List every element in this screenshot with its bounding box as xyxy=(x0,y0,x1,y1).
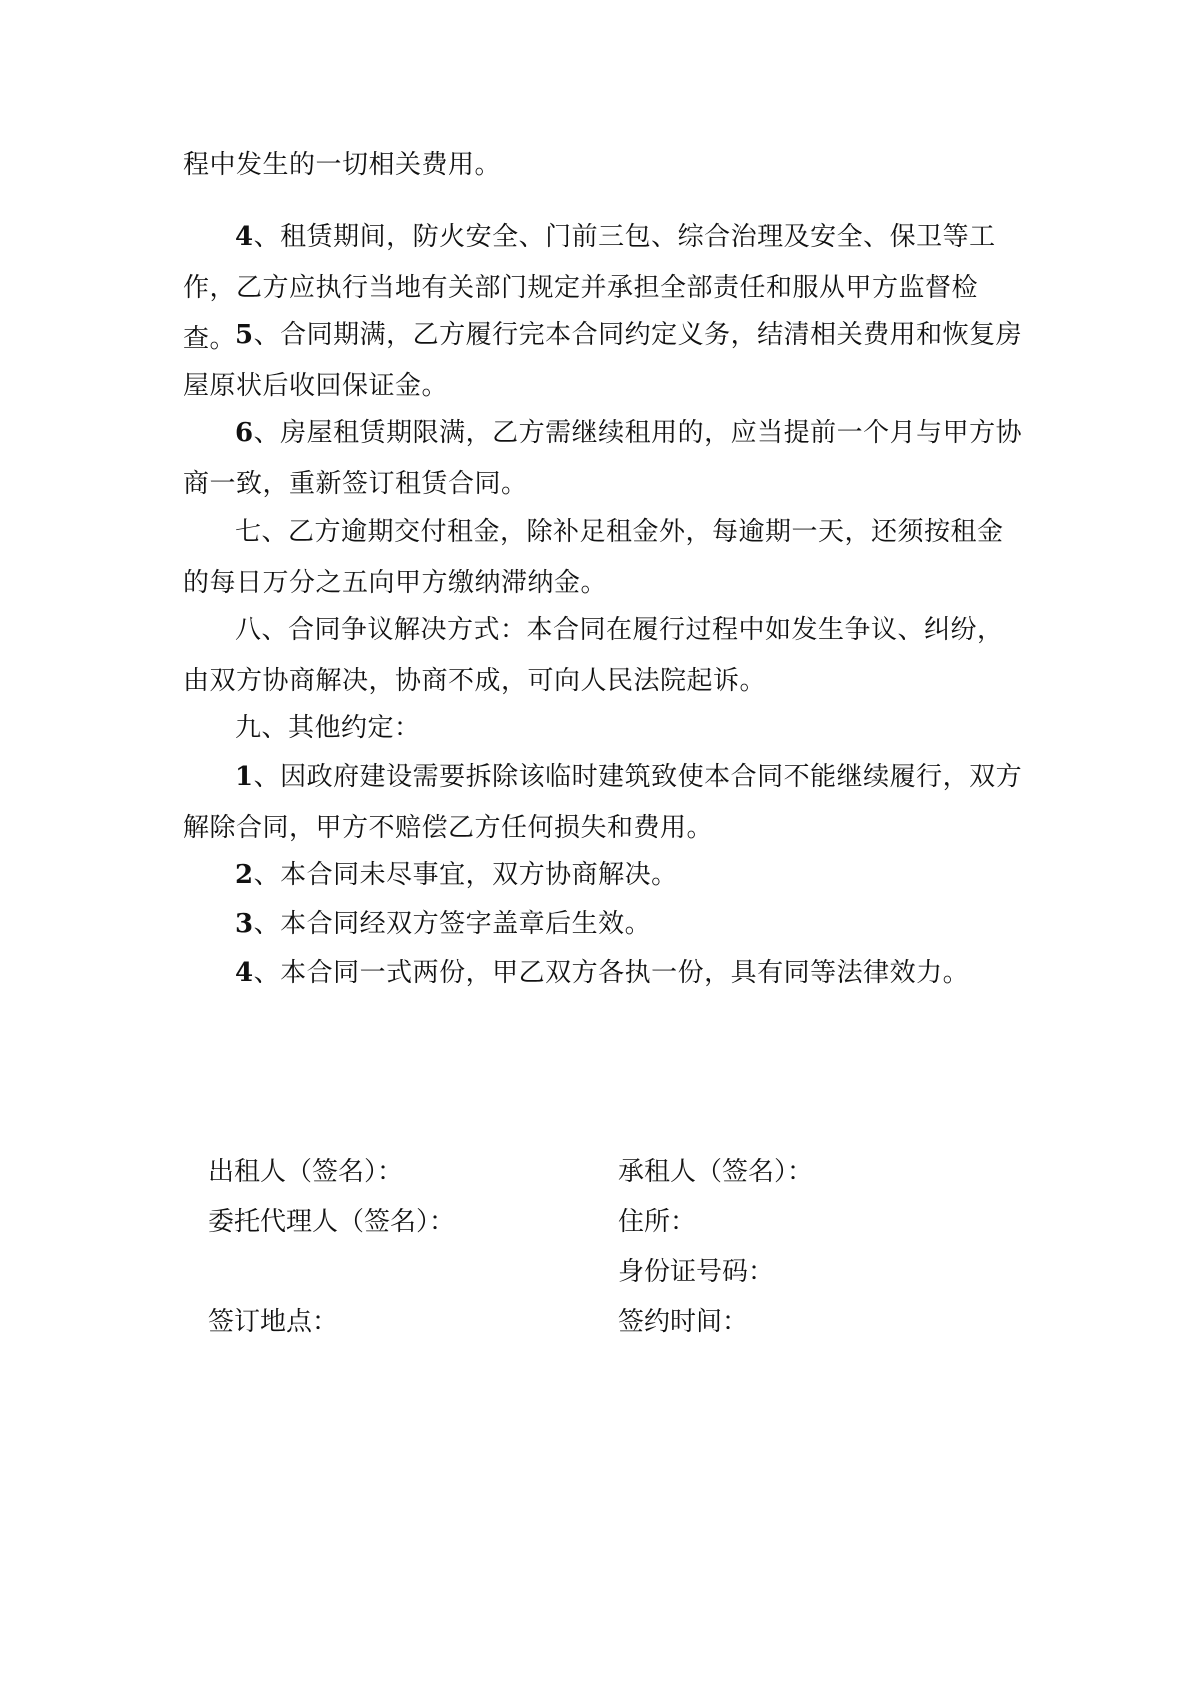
paragraph-section-7 xyxy=(183,507,1023,609)
paragraph-text: 、本合同未尽事宜，双方协商解决。 xyxy=(253,860,678,890)
clause-number: 4 xyxy=(235,958,254,988)
paragraph-section-8 xyxy=(183,605,1023,707)
clause-number: 1 xyxy=(235,762,254,792)
sign-place-label: 签订地点： xyxy=(208,1307,339,1337)
paragraph-text: 程中发生的一切相关费用。 xyxy=(183,150,502,180)
paragraph-clause-6 xyxy=(183,408,1023,510)
paragraph-text: 、因政府建设需要拆除该临时建筑致使本合同不能继续履行，双方解除合同，甲方不赔偿乙方任何损失和费用。 xyxy=(183,762,1023,843)
paragraph-text: 八、合同争议解决方式：本合同在履行过程中如发生争议、纠纷，由双方协商解决，协商不成，可向人民法院起诉。 xyxy=(183,615,1004,696)
agent-signature-label: 委托代理人（签名）： xyxy=(208,1207,456,1237)
paragraph-text: 、房屋租赁期限满，乙方需继续租用的，应当提前一个月与甲方协商一致，重新签订租赁合同。 xyxy=(183,418,1023,499)
paragraph-text: 、租赁期间，防火安全、门前三包、综合治理及安全、保卫等工作，乙方应执行当地有关部门规定并承担全部责任和服从甲方监督检查。 xyxy=(183,222,996,354)
lessee-signature-label: 承租人（签名）： xyxy=(618,1157,814,1187)
address-label: 住所： xyxy=(618,1207,697,1237)
sign-time-label: 签约时间： xyxy=(618,1307,749,1337)
paragraph-text: 、本合同一式两份，甲乙双方各执一份，具有同等法律效力。 xyxy=(253,958,970,988)
paragraph-text: 七、乙方逾期交付租金，除补足租金外，每逾期一天，还须按租金的每日万分之五向甲方缴纳滞纳金。 xyxy=(183,517,1004,598)
paragraph-section-9 xyxy=(183,703,1023,754)
lessor-signature-label: 出租人（签名）： xyxy=(208,1157,404,1187)
clause-number: 5 xyxy=(235,320,254,350)
paragraph-clause-5 xyxy=(183,310,1023,412)
paragraph-other-1 xyxy=(183,752,1023,854)
paragraph-other-4 xyxy=(183,948,1023,999)
paragraph-text: 、合同期满，乙方履行完本合同约定义务，结清相关费用和恢复房屋原状后收回保证金。 xyxy=(183,320,1023,401)
paragraph-text: 、本合同经双方签字盖章后生效。 xyxy=(253,909,652,939)
id-number-label: 身份证号码： xyxy=(618,1257,775,1287)
clause-number: 4 xyxy=(235,222,254,252)
paragraph-other-3 xyxy=(183,899,1023,950)
paragraph-other-2 xyxy=(183,850,1023,901)
paragraph-continuation xyxy=(183,140,1023,191)
clause-number: 2 xyxy=(235,860,254,890)
clause-number: 3 xyxy=(235,909,254,939)
paragraph-text: 九、其他约定： xyxy=(235,713,421,743)
clause-number: 6 xyxy=(235,418,254,448)
